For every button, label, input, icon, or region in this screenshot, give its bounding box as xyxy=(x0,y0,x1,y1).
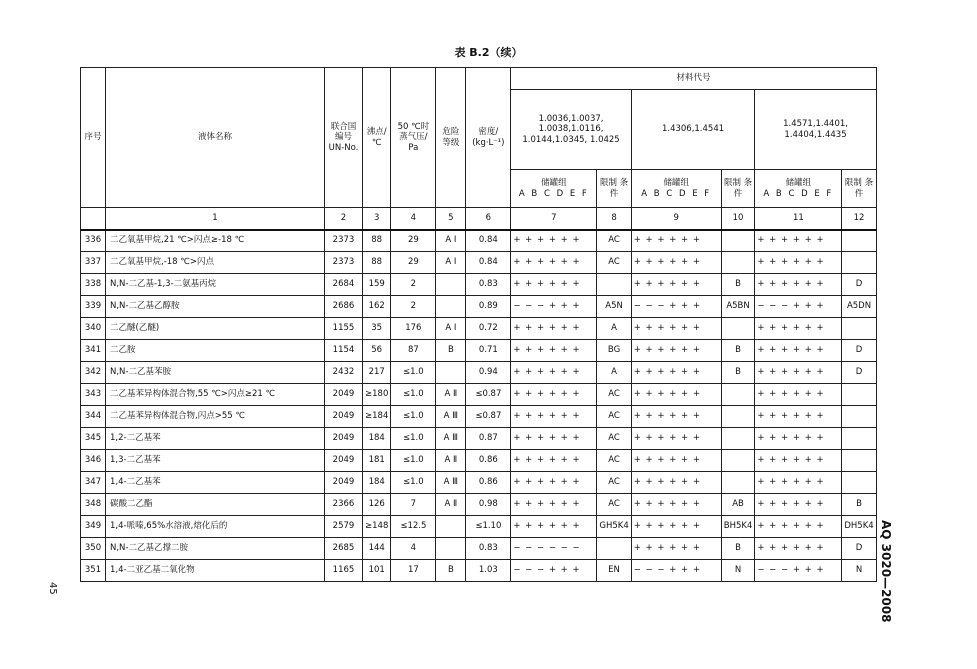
liquid-name-cell: 1,4-二乙基苯 xyxy=(106,472,325,494)
hazard-cell: A Ⅰ xyxy=(436,252,466,274)
un-number-cell: 2432 xyxy=(325,362,363,384)
seq-cell: 343 xyxy=(81,384,106,406)
un-number-cell: 2049 xyxy=(325,450,363,472)
density-cell: 1.03 xyxy=(466,560,511,582)
tank-group-2-cell: + + + + + + xyxy=(631,340,721,362)
vapor-pressure-cell: ≤1.0 xyxy=(391,450,436,472)
tank-group-3-cell: + + + + + + xyxy=(755,230,842,252)
col-number: 8 xyxy=(597,208,631,230)
seq-cell: 345 xyxy=(81,428,106,450)
restrict-3-cell: D xyxy=(842,340,876,362)
tank-group-2-cell: + + + + + + xyxy=(631,252,721,274)
tank-group-1-cell: + + + + + + xyxy=(511,428,597,450)
tank-group-3-cell: + + + + + + xyxy=(755,274,842,296)
tank-group-3-cell: + + + + + + xyxy=(755,384,842,406)
tank-group-3-cell: + + + + + + xyxy=(755,406,842,428)
boiling-point-cell: 217 xyxy=(363,362,391,384)
table-row xyxy=(81,560,877,582)
col-number: 2 xyxy=(325,208,363,230)
restrict-1-cell: AC xyxy=(597,450,631,472)
liquid-name-cell: 二乙胺 xyxy=(106,340,325,362)
boiling-point-cell: 101 xyxy=(363,560,391,582)
vapor-pressure-cell: ≤12.5 xyxy=(391,516,436,538)
table-row xyxy=(81,406,877,428)
tank-group-1-cell: − − − − − − xyxy=(511,538,597,560)
restrict-3-cell xyxy=(842,230,876,252)
boiling-point-cell: 181 xyxy=(363,450,391,472)
vapor-pressure-cell: 17 xyxy=(391,560,436,582)
density-cell: ≤0.87 xyxy=(466,406,511,428)
vapor-pressure-cell: 87 xyxy=(391,340,436,362)
tank-group-1-cell: + + + + + + xyxy=(511,406,597,428)
hazard-cell xyxy=(436,274,466,296)
tank-group-2-cell: + + + + + + xyxy=(631,428,721,450)
un-number-cell: 2686 xyxy=(325,296,363,318)
density-cell: 0.86 xyxy=(466,472,511,494)
restrict-3-cell xyxy=(842,406,876,428)
table-title: 表 B.2（续） xyxy=(454,46,523,59)
tank-group-3-cell: + + + + + + xyxy=(755,318,842,340)
table-row xyxy=(81,472,877,494)
tank-group-1-cell: + + + + + + xyxy=(511,362,597,384)
col-number: 1 xyxy=(106,208,325,230)
un-number-cell: 1165 xyxy=(325,560,363,582)
boiling-point-cell: 184 xyxy=(363,472,391,494)
tank-group-label: 储罐组 xyxy=(785,177,812,188)
tank-group-3-cell: − − − + + + xyxy=(755,296,842,318)
hazard-cell xyxy=(436,516,466,538)
tank-group-1-cell: + + + + + + xyxy=(511,274,597,296)
density-cell: 0.89 xyxy=(466,296,511,318)
density-cell: 0.83 xyxy=(466,274,511,296)
table-row xyxy=(81,362,877,384)
restrict-2-cell xyxy=(721,252,755,274)
un-number-cell: 2366 xyxy=(325,494,363,516)
boiling-point-cell: 159 xyxy=(363,274,391,296)
liquid-name-cell: 二乙氧基甲烷,21 ℃>闪点≥-18 ℃ xyxy=(106,230,325,252)
restrict-3-cell xyxy=(842,318,876,340)
boiling-point-cell: 184 xyxy=(363,428,391,450)
header-vapor-pressure: 50 ℃时 蒸气压/ Pa xyxy=(391,68,436,208)
tank-group-2-cell: + + + + + + xyxy=(631,406,721,428)
density-cell: ≤1.10 xyxy=(466,516,511,538)
tank-group-1-cell: + + + + + + xyxy=(511,318,597,340)
table-row xyxy=(81,538,877,560)
tank-group-3-cell: + + + + + + xyxy=(755,494,842,516)
boiling-point-cell: 35 xyxy=(363,318,391,340)
table-row xyxy=(81,252,877,274)
restrict-2-cell xyxy=(721,384,755,406)
restrict-2-cell: B xyxy=(721,538,755,560)
liquid-name-cell: 二乙基苯异构体混合物,55 ℃>闪点≥21 ℃ xyxy=(106,384,325,406)
density-cell: 0.98 xyxy=(466,494,511,516)
tank-group-2-cell: + + + + + + xyxy=(631,450,721,472)
header-group-1: 1.0036,1.0037, 1.0038,1.0116, 1.0144,1.0345, 1.0425 xyxy=(511,90,631,170)
table-body xyxy=(81,230,877,582)
tank-group-1-cell: + + + + + + xyxy=(511,230,597,252)
liquid-name-cell: 碳酸二乙酯 xyxy=(106,494,325,516)
seq-cell: 349 xyxy=(81,516,106,538)
vapor-pressure-cell: 4 xyxy=(391,538,436,560)
restrict-2-cell xyxy=(721,406,755,428)
tank-group-1-cell: + + + + + + xyxy=(511,384,597,406)
restrict-1-cell: AC xyxy=(597,406,631,428)
seq-cell: 341 xyxy=(81,340,106,362)
restrict-1-cell xyxy=(597,538,631,560)
density-cell: 0.71 xyxy=(466,340,511,362)
hazard-cell xyxy=(436,362,466,384)
restrict-2-cell xyxy=(721,428,755,450)
tank-group-2-cell: + + + + + + xyxy=(631,274,721,296)
tank-group-2-cell: − − − + + + xyxy=(631,560,721,582)
vapor-pressure-cell: 2 xyxy=(391,296,436,318)
hazard-cell xyxy=(436,538,466,560)
restrict-2-cell xyxy=(721,472,755,494)
liquid-name-cell: 1,4-二亚乙基二氧化物 xyxy=(106,560,325,582)
restrict-2-cell xyxy=(721,318,755,340)
restrict-1-cell: AC xyxy=(597,494,631,516)
table-row xyxy=(81,318,877,340)
table-row xyxy=(81,340,877,362)
vapor-pressure-cell: 2 xyxy=(391,274,436,296)
tank-group-label: 储罐组 xyxy=(663,177,689,188)
header-un-number: 联合国编号 UN-No. xyxy=(325,68,363,208)
seq-cell: 342 xyxy=(81,362,106,384)
tank-group-2-cell: + + + + + + xyxy=(631,516,721,538)
un-number-cell: 2684 xyxy=(325,274,363,296)
restrict-3-cell: D xyxy=(842,274,876,296)
col-number: 11 xyxy=(755,208,842,230)
boiling-point-cell: 144 xyxy=(363,538,391,560)
tank-letters: A B C D E F xyxy=(763,188,834,199)
restrict-1-cell: EN xyxy=(597,560,631,582)
tank-group-2-cell: + + + + + + xyxy=(631,472,721,494)
table-row xyxy=(81,274,877,296)
tank-group-1-cell: + + + + + + xyxy=(511,252,597,274)
tank-group-label: 储罐组 xyxy=(541,177,567,188)
restrict-2-cell: B xyxy=(721,362,755,384)
un-number-cell: 2373 xyxy=(325,230,363,252)
restrict-1-cell: GH5K4 xyxy=(597,516,631,538)
vapor-pressure-cell: 176 xyxy=(391,318,436,340)
restrict-1-cell xyxy=(597,274,631,296)
boiling-point-cell: 126 xyxy=(363,494,391,516)
hazard-cell: A Ⅲ xyxy=(436,406,466,428)
vapor-pressure-cell: ≤1.0 xyxy=(391,428,436,450)
col-number: 5 xyxy=(436,208,466,230)
tank-group-1-cell: + + + + + + xyxy=(511,340,597,362)
seq-cell: 339 xyxy=(81,296,106,318)
restrict-2-cell: B xyxy=(721,274,755,296)
tank-letters: A B C D E F xyxy=(518,188,589,199)
vapor-pressure-cell: ≤1.0 xyxy=(391,384,436,406)
restrict-3-cell: D xyxy=(842,538,876,560)
tank-group-3-cell: + + + + + + xyxy=(755,450,842,472)
un-number-cell: 2373 xyxy=(325,252,363,274)
un-number-cell: 1154 xyxy=(325,340,363,362)
hazard-cell: B xyxy=(436,340,466,362)
tank-group-2-cell: + + + + + + xyxy=(631,538,721,560)
liquid-name-cell: 二乙氧基甲烷,-18 ℃>闪点 xyxy=(106,252,325,274)
hazard-cell: A Ⅲ xyxy=(436,428,466,450)
hazard-cell: A Ⅱ xyxy=(436,494,466,516)
liquid-name-cell: N,N-二乙基乙醇胺 xyxy=(106,296,325,318)
restrict-1-cell: A xyxy=(597,318,631,340)
material-table xyxy=(80,67,877,582)
header-tank-group-3 xyxy=(755,170,842,208)
restrict-3-cell: A5DN xyxy=(842,296,876,318)
density-cell: ≤0.87 xyxy=(466,384,511,406)
tank-group-3-cell: + + + + + + xyxy=(755,362,842,384)
vapor-pressure-cell: ≤1.0 xyxy=(391,472,436,494)
vapor-pressure-cell: ≤1.0 xyxy=(391,406,436,428)
seq-cell: 344 xyxy=(81,406,106,428)
tank-group-2-cell: + + + + + + xyxy=(631,230,721,252)
un-number-cell: 1155 xyxy=(325,318,363,340)
seq-cell: 338 xyxy=(81,274,106,296)
restrict-3-cell xyxy=(842,450,876,472)
header-hazard: 危险 等级 xyxy=(436,68,466,208)
density-cell: 0.83 xyxy=(466,538,511,560)
liquid-name-cell: 1,4-哌嗪,65%水溶液,熔化后的 xyxy=(106,516,325,538)
vapor-pressure-cell: ≤1.0 xyxy=(391,362,436,384)
restrict-1-cell: AC xyxy=(597,428,631,450)
restrict-3-cell: D xyxy=(842,362,876,384)
un-number-cell: 2685 xyxy=(325,538,363,560)
liquid-name-cell: 1,2-二乙基苯 xyxy=(106,428,325,450)
tank-group-3-cell: + + + + + + xyxy=(755,516,842,538)
restrict-2-cell: BH5K4 xyxy=(721,516,755,538)
header-restrict-3: 限制 条件 xyxy=(842,170,876,208)
restrict-3-cell: DH5K4 xyxy=(842,516,876,538)
page-number: 45 xyxy=(47,582,58,595)
seq-cell: 337 xyxy=(81,252,106,274)
header-liquid-name: 液体名称 xyxy=(106,68,325,208)
un-number-cell: 2579 xyxy=(325,516,363,538)
seq-cell: 350 xyxy=(81,538,106,560)
restrict-1-cell: A5N xyxy=(597,296,631,318)
restrict-1-cell: BG xyxy=(597,340,631,362)
tank-group-1-cell: − − − + + + xyxy=(511,296,597,318)
vapor-pressure-cell: 7 xyxy=(391,494,436,516)
tank-group-3-cell: + + + + + + xyxy=(755,428,842,450)
hazard-cell: A Ⅰ xyxy=(436,318,466,340)
col-number: 6 xyxy=(466,208,511,230)
restrict-3-cell: B xyxy=(842,494,876,516)
liquid-name-cell: 二乙醚(乙醚) xyxy=(106,318,325,340)
tank-group-2-cell: + + + + + + xyxy=(631,318,721,340)
hazard-cell: A Ⅲ xyxy=(436,472,466,494)
restrict-1-cell: AC xyxy=(597,384,631,406)
header-material-code: 材料代号 xyxy=(511,68,876,90)
seq-cell: 340 xyxy=(81,318,106,340)
seq-cell: 347 xyxy=(81,472,106,494)
tank-group-3-cell: − − − + + + xyxy=(755,560,842,582)
col-number: 3 xyxy=(363,208,391,230)
seq-cell: 348 xyxy=(81,494,106,516)
table-row xyxy=(81,296,877,318)
col-number: 10 xyxy=(721,208,755,230)
hazard-cell: A Ⅰ xyxy=(436,230,466,252)
restrict-3-cell xyxy=(842,428,876,450)
liquid-name-cell: 二乙基苯异构体混合物,闪点>55 ℃ xyxy=(106,406,325,428)
restrict-3-cell xyxy=(842,384,876,406)
header-restrict-1: 限制 条件 xyxy=(597,170,631,208)
table-row xyxy=(81,450,877,472)
col-number: 7 xyxy=(511,208,597,230)
table-row xyxy=(81,516,877,538)
liquid-name-cell: 1,3-二乙基苯 xyxy=(106,450,325,472)
tank-group-1-cell: + + + + + + xyxy=(511,494,597,516)
boiling-point-cell: ≥184 xyxy=(363,406,391,428)
header-seq: 序号 xyxy=(81,68,106,208)
tank-letters: A B C D E F xyxy=(641,188,712,199)
liquid-name-cell: N,N-二乙基苯胺 xyxy=(106,362,325,384)
standard-number: AQ 3020—2008 xyxy=(879,520,893,623)
table-row xyxy=(81,428,877,450)
col-number: 4 xyxy=(391,208,436,230)
density-cell: 0.72 xyxy=(466,318,511,340)
tank-group-2-cell: + + + + + + xyxy=(631,384,721,406)
un-number-cell: 2049 xyxy=(325,472,363,494)
hazard-cell: B xyxy=(436,560,466,582)
tank-group-3-cell: + + + + + + xyxy=(755,538,842,560)
un-number-cell: 2049 xyxy=(325,428,363,450)
boiling-point-cell: 162 xyxy=(363,296,391,318)
restrict-3-cell: N xyxy=(842,560,876,582)
header-boiling-point: 沸点/ ℃ xyxy=(363,68,391,208)
boiling-point-cell: 56 xyxy=(363,340,391,362)
tank-group-3-cell: + + + + + + xyxy=(755,252,842,274)
restrict-1-cell: AC xyxy=(597,252,631,274)
density-cell: 0.84 xyxy=(466,252,511,274)
liquid-name-cell: N,N-二乙基-1,3-二氨基丙烷 xyxy=(106,274,325,296)
header-density: 密度/ (kg·L⁻¹) xyxy=(466,68,511,208)
hazard-cell: A Ⅱ xyxy=(436,450,466,472)
header-tank-group-2 xyxy=(631,170,721,208)
un-number-cell: 2049 xyxy=(325,406,363,428)
seq-cell: 351 xyxy=(81,560,106,582)
restrict-3-cell xyxy=(842,252,876,274)
col-number: 9 xyxy=(631,208,721,230)
boiling-point-cell: ≥148 xyxy=(363,516,391,538)
restrict-2-cell: N xyxy=(721,560,755,582)
header-tank-group-1 xyxy=(511,170,597,208)
tank-group-2-cell: + + + + + + xyxy=(631,362,721,384)
restrict-2-cell xyxy=(721,450,755,472)
col-number xyxy=(81,208,106,230)
liquid-name-cell: N,N-二乙基乙撑二胺 xyxy=(106,538,325,560)
tank-group-3-cell: + + + + + + xyxy=(755,472,842,494)
restrict-2-cell: A5BN xyxy=(721,296,755,318)
density-cell: 0.84 xyxy=(466,230,511,252)
hazard-cell xyxy=(436,296,466,318)
tank-group-1-cell: + + + + + + xyxy=(511,450,597,472)
hazard-cell: A Ⅱ xyxy=(436,384,466,406)
boiling-point-cell: 88 xyxy=(363,230,391,252)
tank-group-2-cell: − − − + + + xyxy=(631,296,721,318)
header-group-3: 1.4571,1.4401, 1.4404,1.4435 xyxy=(755,90,876,170)
table-row xyxy=(81,230,877,252)
tank-group-1-cell: − − − + + + xyxy=(511,560,597,582)
header-restrict-2: 限制 条件 xyxy=(721,170,755,208)
seq-cell: 336 xyxy=(81,230,106,252)
un-number-cell: 2049 xyxy=(325,384,363,406)
density-cell: 0.86 xyxy=(466,450,511,472)
table-row xyxy=(81,494,877,516)
tank-group-1-cell: + + + + + + xyxy=(511,472,597,494)
table-row xyxy=(81,384,877,406)
tank-group-2-cell: + + + + + + xyxy=(631,494,721,516)
tank-group-1-cell: + + + + + + xyxy=(511,516,597,538)
vapor-pressure-cell: 29 xyxy=(391,252,436,274)
density-cell: 0.94 xyxy=(466,362,511,384)
header-group-2: 1.4306,1.4541 xyxy=(631,90,755,170)
density-cell: 0.87 xyxy=(466,428,511,450)
boiling-point-cell: ≥180 xyxy=(363,384,391,406)
restrict-3-cell xyxy=(842,472,876,494)
restrict-1-cell: A xyxy=(597,362,631,384)
restrict-2-cell: B xyxy=(721,340,755,362)
restrict-1-cell: AC xyxy=(597,472,631,494)
restrict-2-cell: AB xyxy=(721,494,755,516)
tank-group-3-cell: + + + + + + xyxy=(755,340,842,362)
restrict-2-cell xyxy=(721,230,755,252)
col-number: 12 xyxy=(842,208,876,230)
boiling-point-cell: 88 xyxy=(363,252,391,274)
restrict-1-cell: AC xyxy=(597,230,631,252)
seq-cell: 346 xyxy=(81,450,106,472)
vapor-pressure-cell: 29 xyxy=(391,230,436,252)
